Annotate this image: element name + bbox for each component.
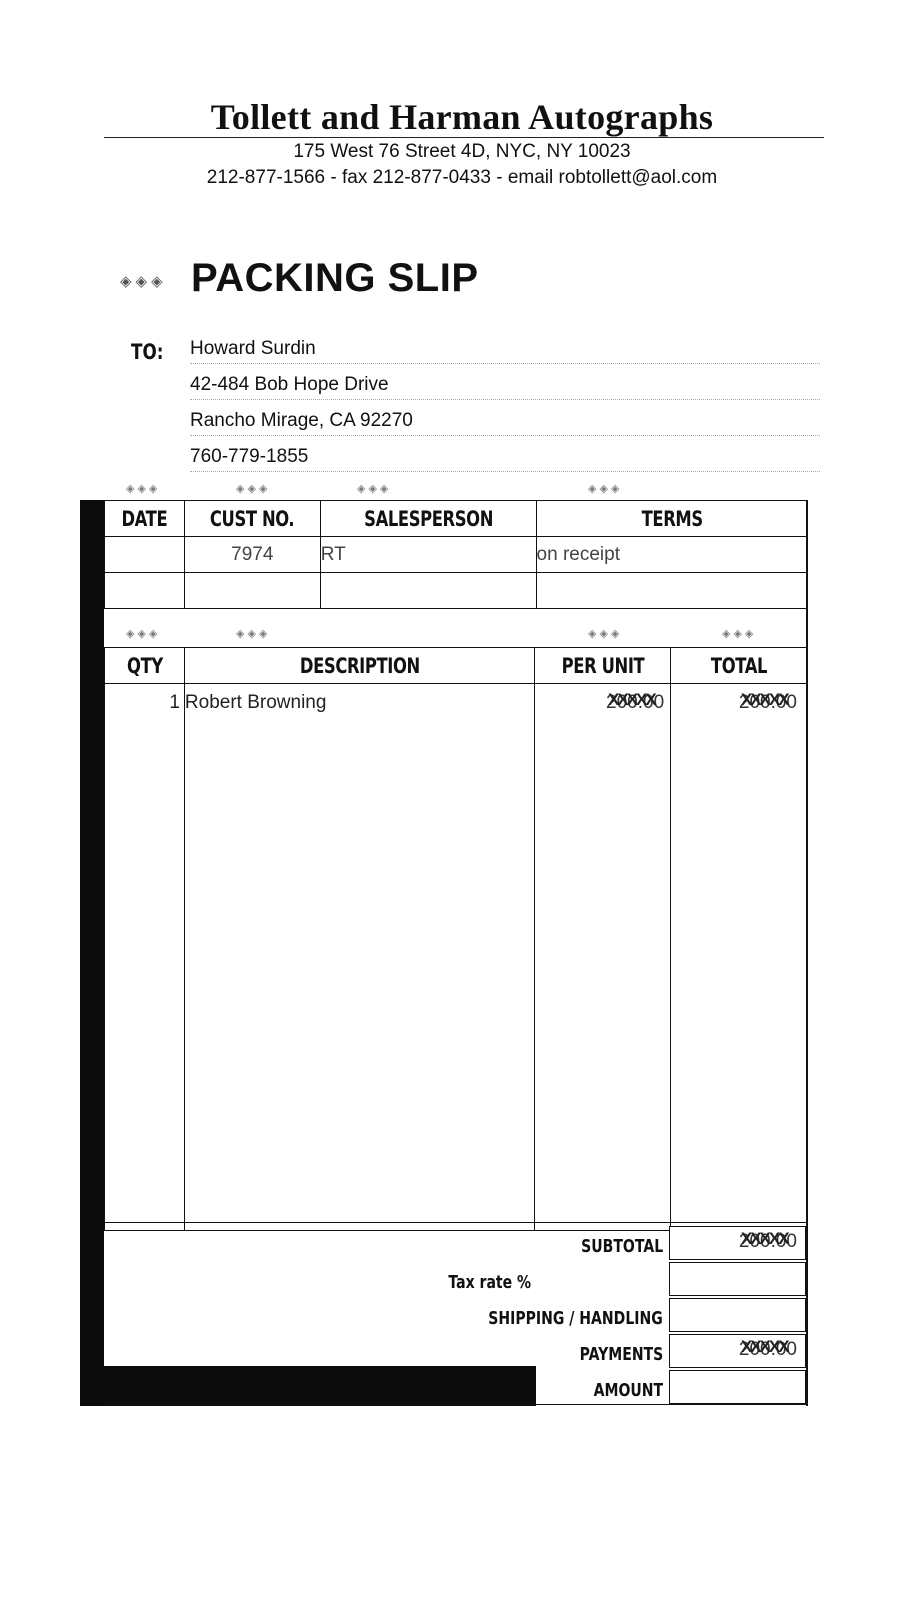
diamond-ornament-icon: ◈◈◈ [126,628,161,640]
total-header: TOTAL [671,648,808,684]
recipient-label: TO: [131,340,164,364]
qty-cell: 1 [105,684,185,1231]
tax-rate-label: Tax rate % [448,1272,531,1293]
company-name: Tollett and Harman Autographs [210,97,714,137]
company-contact: 212-877-1566 - fax 212-877-0433 - email robtollett@aol.com [206,167,718,188]
diamond-ornament-icon: ◈◈◈ [357,483,392,495]
amount-label: AMOUNT [593,1380,663,1401]
total-cell: 200.00 XXXXX [671,684,808,1231]
terms-header: TERMS [536,501,807,537]
subtotal-value: 200.00 XXXXX [669,1226,806,1260]
line-items-table [104,647,808,1231]
diamond-ornament-icon: ◈◈◈ [236,483,271,495]
diamond-ornament-icon: ◈◈◈ [588,483,623,495]
per-unit-header: PER UNIT [535,648,671,684]
page-title: PACKING SLIP [191,256,479,300]
empty-cell [536,573,807,609]
diamond-ornament-icon: ◈◈◈ [120,273,167,290]
diamond-ornament-icon: ◈◈◈ [236,628,271,640]
form-right-edge [806,500,808,1406]
recipient-street: 42-484 Bob Hope Drive [190,374,820,400]
description-cell: Robert Browning [184,684,534,1231]
shipping-label: SHIPPING / HANDLING [488,1308,663,1329]
totals-divider [104,1222,808,1223]
terms-cell: on receipt [536,537,807,573]
table-row [105,537,808,573]
cust-no-cell: 7974 [184,537,320,573]
description-header: DESCRIPTION [184,648,534,684]
header-divider [104,137,824,138]
recipient-city: Rancho Mirage, CA 92270 [190,410,820,436]
recipient-phone: 760-779-1855 [190,446,820,472]
payments-value: 200.00 XXXXX [669,1334,806,1368]
table-header-row [105,501,808,537]
table-row [105,684,808,1231]
date-header: DATE [105,501,185,537]
diamond-ornament-icon: ◈◈◈ [126,483,161,495]
amount-value [669,1370,806,1404]
empty-cell [184,573,320,609]
form-border-band [80,500,104,1406]
empty-cell [320,573,536,609]
order-info-table [104,500,808,609]
table-header-row [105,648,808,684]
form-border-footer [80,1366,536,1406]
empty-cell [105,573,185,609]
diamond-ornament-icon: ◈◈◈ [588,628,623,640]
salesperson-header: SALESPERSON [320,501,536,537]
per-unit-cell: 200.00 XXXXX [535,684,671,1231]
recipient-name: Howard Surdin [190,338,820,364]
form-bottom-edge [104,1404,808,1405]
qty-header: QTY [105,648,185,684]
shipping-value [669,1298,806,1332]
subtotal-label: SUBTOTAL [580,1236,663,1257]
company-address: 175 West 76 Street 4D, NYC, NY 10023 [293,141,631,162]
diamond-ornament-icon: ◈◈◈ [722,628,757,640]
payments-label: PAYMENTS [579,1344,663,1365]
salesperson-cell: RT [320,537,536,573]
tax-value [669,1262,806,1296]
cust-no-header: CUST NO. [184,501,320,537]
date-cell [105,537,185,573]
table-row [105,573,808,609]
